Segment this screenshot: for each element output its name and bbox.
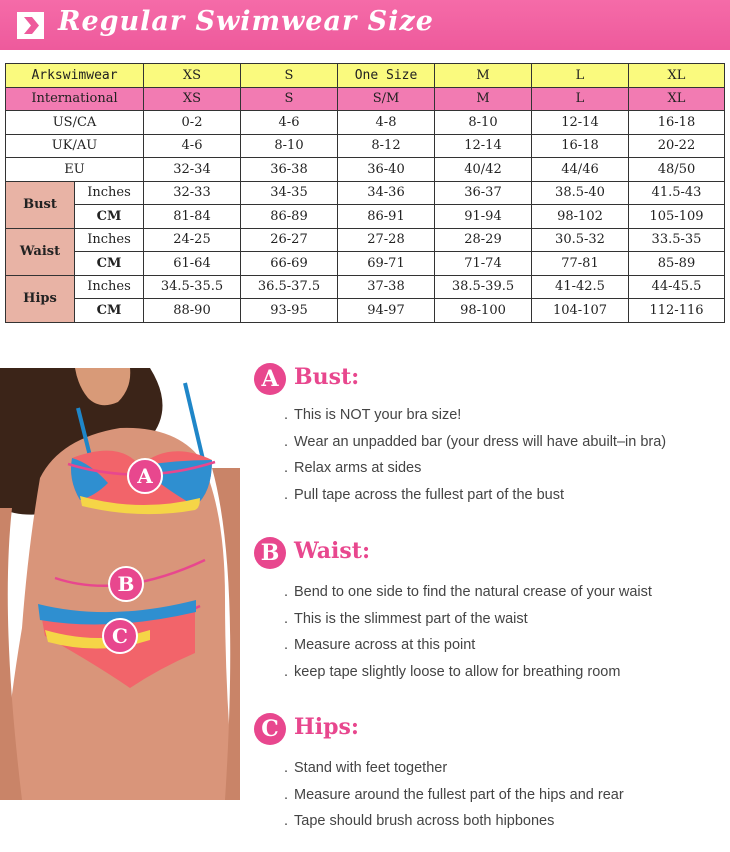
- hips-title: Hips:: [294, 714, 360, 740]
- table-cell: 16-18: [532, 134, 629, 158]
- table-cell: 8-12: [338, 134, 435, 158]
- title-banner: [0, 0, 730, 50]
- bust-title: Bust:: [294, 364, 360, 390]
- table-cell: 66-69: [241, 252, 338, 276]
- model-measurement-illustration: [0, 368, 240, 800]
- waist-tips-list: [254, 579, 652, 685]
- table-cell: 44-45.5: [629, 275, 725, 299]
- table-cell: 12-14: [435, 134, 532, 158]
- table-cell: 32-34: [144, 158, 241, 182]
- table-cell: 93-95: [241, 299, 338, 323]
- list-item: . Measure across at this point: [284, 637, 476, 653]
- waist-cm-row: [6, 252, 725, 276]
- table-cell: 69-71: [338, 252, 435, 276]
- table-cell: 12-14: [532, 111, 629, 135]
- table-cell: L: [532, 87, 629, 111]
- table-cell: 112-116: [629, 299, 725, 323]
- table-cell: 36.5-37.5: [241, 275, 338, 299]
- unit-label: Inches: [75, 275, 144, 299]
- unit-label: CM: [75, 252, 144, 276]
- table-cell: XL: [629, 64, 725, 88]
- table-cell: 0-2: [144, 111, 241, 135]
- table-cell: S: [241, 87, 338, 111]
- table-cell: 36-38: [241, 158, 338, 182]
- waist-badge: B: [254, 537, 286, 569]
- hips-cm-row: [6, 299, 725, 323]
- marker-c: C: [112, 624, 128, 648]
- table-cell: 91-94: [435, 205, 532, 229]
- list-item: . Tape should brush across both hipbones: [284, 813, 555, 829]
- table-cell: 8-10: [435, 111, 532, 135]
- table-cell: 85-89: [629, 252, 725, 276]
- table-cell: 36-37: [435, 181, 532, 205]
- waist-title: Waist:: [294, 538, 371, 564]
- bust-tips-list: [254, 402, 666, 508]
- table-cell: S/M: [338, 87, 435, 111]
- table-cell: 34-36: [338, 181, 435, 205]
- table-cell: 4-6: [241, 111, 338, 135]
- international-size-row: [6, 87, 725, 111]
- table-cell: 81-84: [144, 205, 241, 229]
- table-cell: M: [435, 64, 532, 88]
- table-cell: 28-29: [435, 228, 532, 252]
- table-cell: 16-18: [629, 111, 725, 135]
- us-ca-row: [6, 111, 725, 135]
- table-cell: 33.5-35: [629, 228, 725, 252]
- table-cell: 41.5-43: [629, 181, 725, 205]
- unit-label: Inches: [75, 181, 144, 205]
- list-item: . keep tape slightly loose to allow for breathing room: [284, 663, 621, 680]
- waist-inches-row: [6, 228, 725, 252]
- table-cell: S: [241, 64, 338, 88]
- table-cell: L: [532, 64, 629, 88]
- table-cell: 38.5-40: [532, 181, 629, 205]
- table-cell: 61-64: [144, 252, 241, 276]
- hips-inches-row: [6, 275, 725, 299]
- table-cell: 77-81: [532, 252, 629, 276]
- list-item: . Wear an unpadded bar (your dress will have abuilt–in bra): [284, 433, 667, 450]
- table-cell: 98-102: [532, 205, 629, 229]
- bust-cm-row: [6, 205, 725, 229]
- list-item: . Measure around the fullest part of the hips and rear: [284, 786, 624, 803]
- marker-b: B: [117, 572, 135, 596]
- list-item: . This is NOT your bra size!: [284, 407, 462, 423]
- table-cell: 34.5-35.5: [144, 275, 241, 299]
- table-cell: One Size: [338, 64, 435, 88]
- table-cell: 44/46: [532, 158, 629, 182]
- hips-badge: C: [254, 713, 286, 745]
- list-item: . Pull tape across the fullest part of the bust: [284, 486, 565, 503]
- table-cell: 48/50: [629, 158, 725, 182]
- bust-badge: A: [254, 363, 286, 395]
- table-cell: XL: [629, 87, 725, 111]
- table-cell: XS: [144, 87, 241, 111]
- row-label: US/CA: [6, 111, 144, 135]
- table-cell: XS: [144, 64, 241, 88]
- table-cell: M: [435, 87, 532, 111]
- brand-size-row: [6, 64, 725, 88]
- table-cell: 86-91: [338, 205, 435, 229]
- table-cell: 40/42: [435, 158, 532, 182]
- table-cell: 105-109: [629, 205, 725, 229]
- banner-title: Regular Swimwear Size: [58, 6, 434, 37]
- chevron-right-icon: [17, 12, 44, 39]
- uk-au-row: [6, 134, 725, 158]
- size-chart-table: [5, 63, 725, 323]
- table-cell: 94-97: [338, 299, 435, 323]
- table-cell: 86-89: [241, 205, 338, 229]
- unit-label: Inches: [75, 228, 144, 252]
- hips-tips-list: [254, 755, 624, 835]
- row-label: EU: [6, 158, 144, 182]
- table-cell: 30.5-32: [532, 228, 629, 252]
- table-cell: 20-22: [629, 134, 725, 158]
- table-cell: 37-38: [338, 275, 435, 299]
- table-cell: 27-28: [338, 228, 435, 252]
- waist-section: [254, 537, 652, 685]
- table-cell: 36-40: [338, 158, 435, 182]
- table-cell: 88-90: [144, 299, 241, 323]
- table-cell: 41-42.5: [532, 275, 629, 299]
- list-item: . Bend to one side to find the natural crease of your waist: [284, 584, 652, 600]
- international-label: International: [6, 87, 144, 111]
- table-cell: 8-10: [241, 134, 338, 158]
- waist-group-label: Waist: [6, 228, 75, 275]
- unit-label: CM: [75, 299, 144, 323]
- eu-row: [6, 158, 725, 182]
- table-cell: 4-6: [144, 134, 241, 158]
- table-cell: 71-74: [435, 252, 532, 276]
- brand-label: Arkswimwear: [6, 64, 144, 88]
- table-cell: 4-8: [338, 111, 435, 135]
- table-cell: 38.5-39.5: [435, 275, 532, 299]
- hips-section: [254, 713, 624, 835]
- bust-section: [254, 363, 666, 508]
- table-cell: 32-33: [144, 181, 241, 205]
- list-item: . Relax arms at sides: [284, 460, 422, 476]
- bust-inches-row: [6, 181, 725, 205]
- table-cell: 34-35: [241, 181, 338, 205]
- table-cell: 98-100: [435, 299, 532, 323]
- bust-group-label: Bust: [6, 181, 75, 228]
- list-item: . Stand with feet together: [284, 760, 448, 776]
- unit-label: CM: [75, 205, 144, 229]
- marker-a: A: [137, 464, 153, 488]
- list-item: . This is the slimmest part of the waist: [284, 610, 528, 627]
- hips-group-label: Hips: [6, 275, 75, 322]
- table-cell: 104-107: [532, 299, 629, 323]
- table-cell: 24-25: [144, 228, 241, 252]
- table-cell: 26-27: [241, 228, 338, 252]
- row-label: UK/AU: [6, 134, 144, 158]
